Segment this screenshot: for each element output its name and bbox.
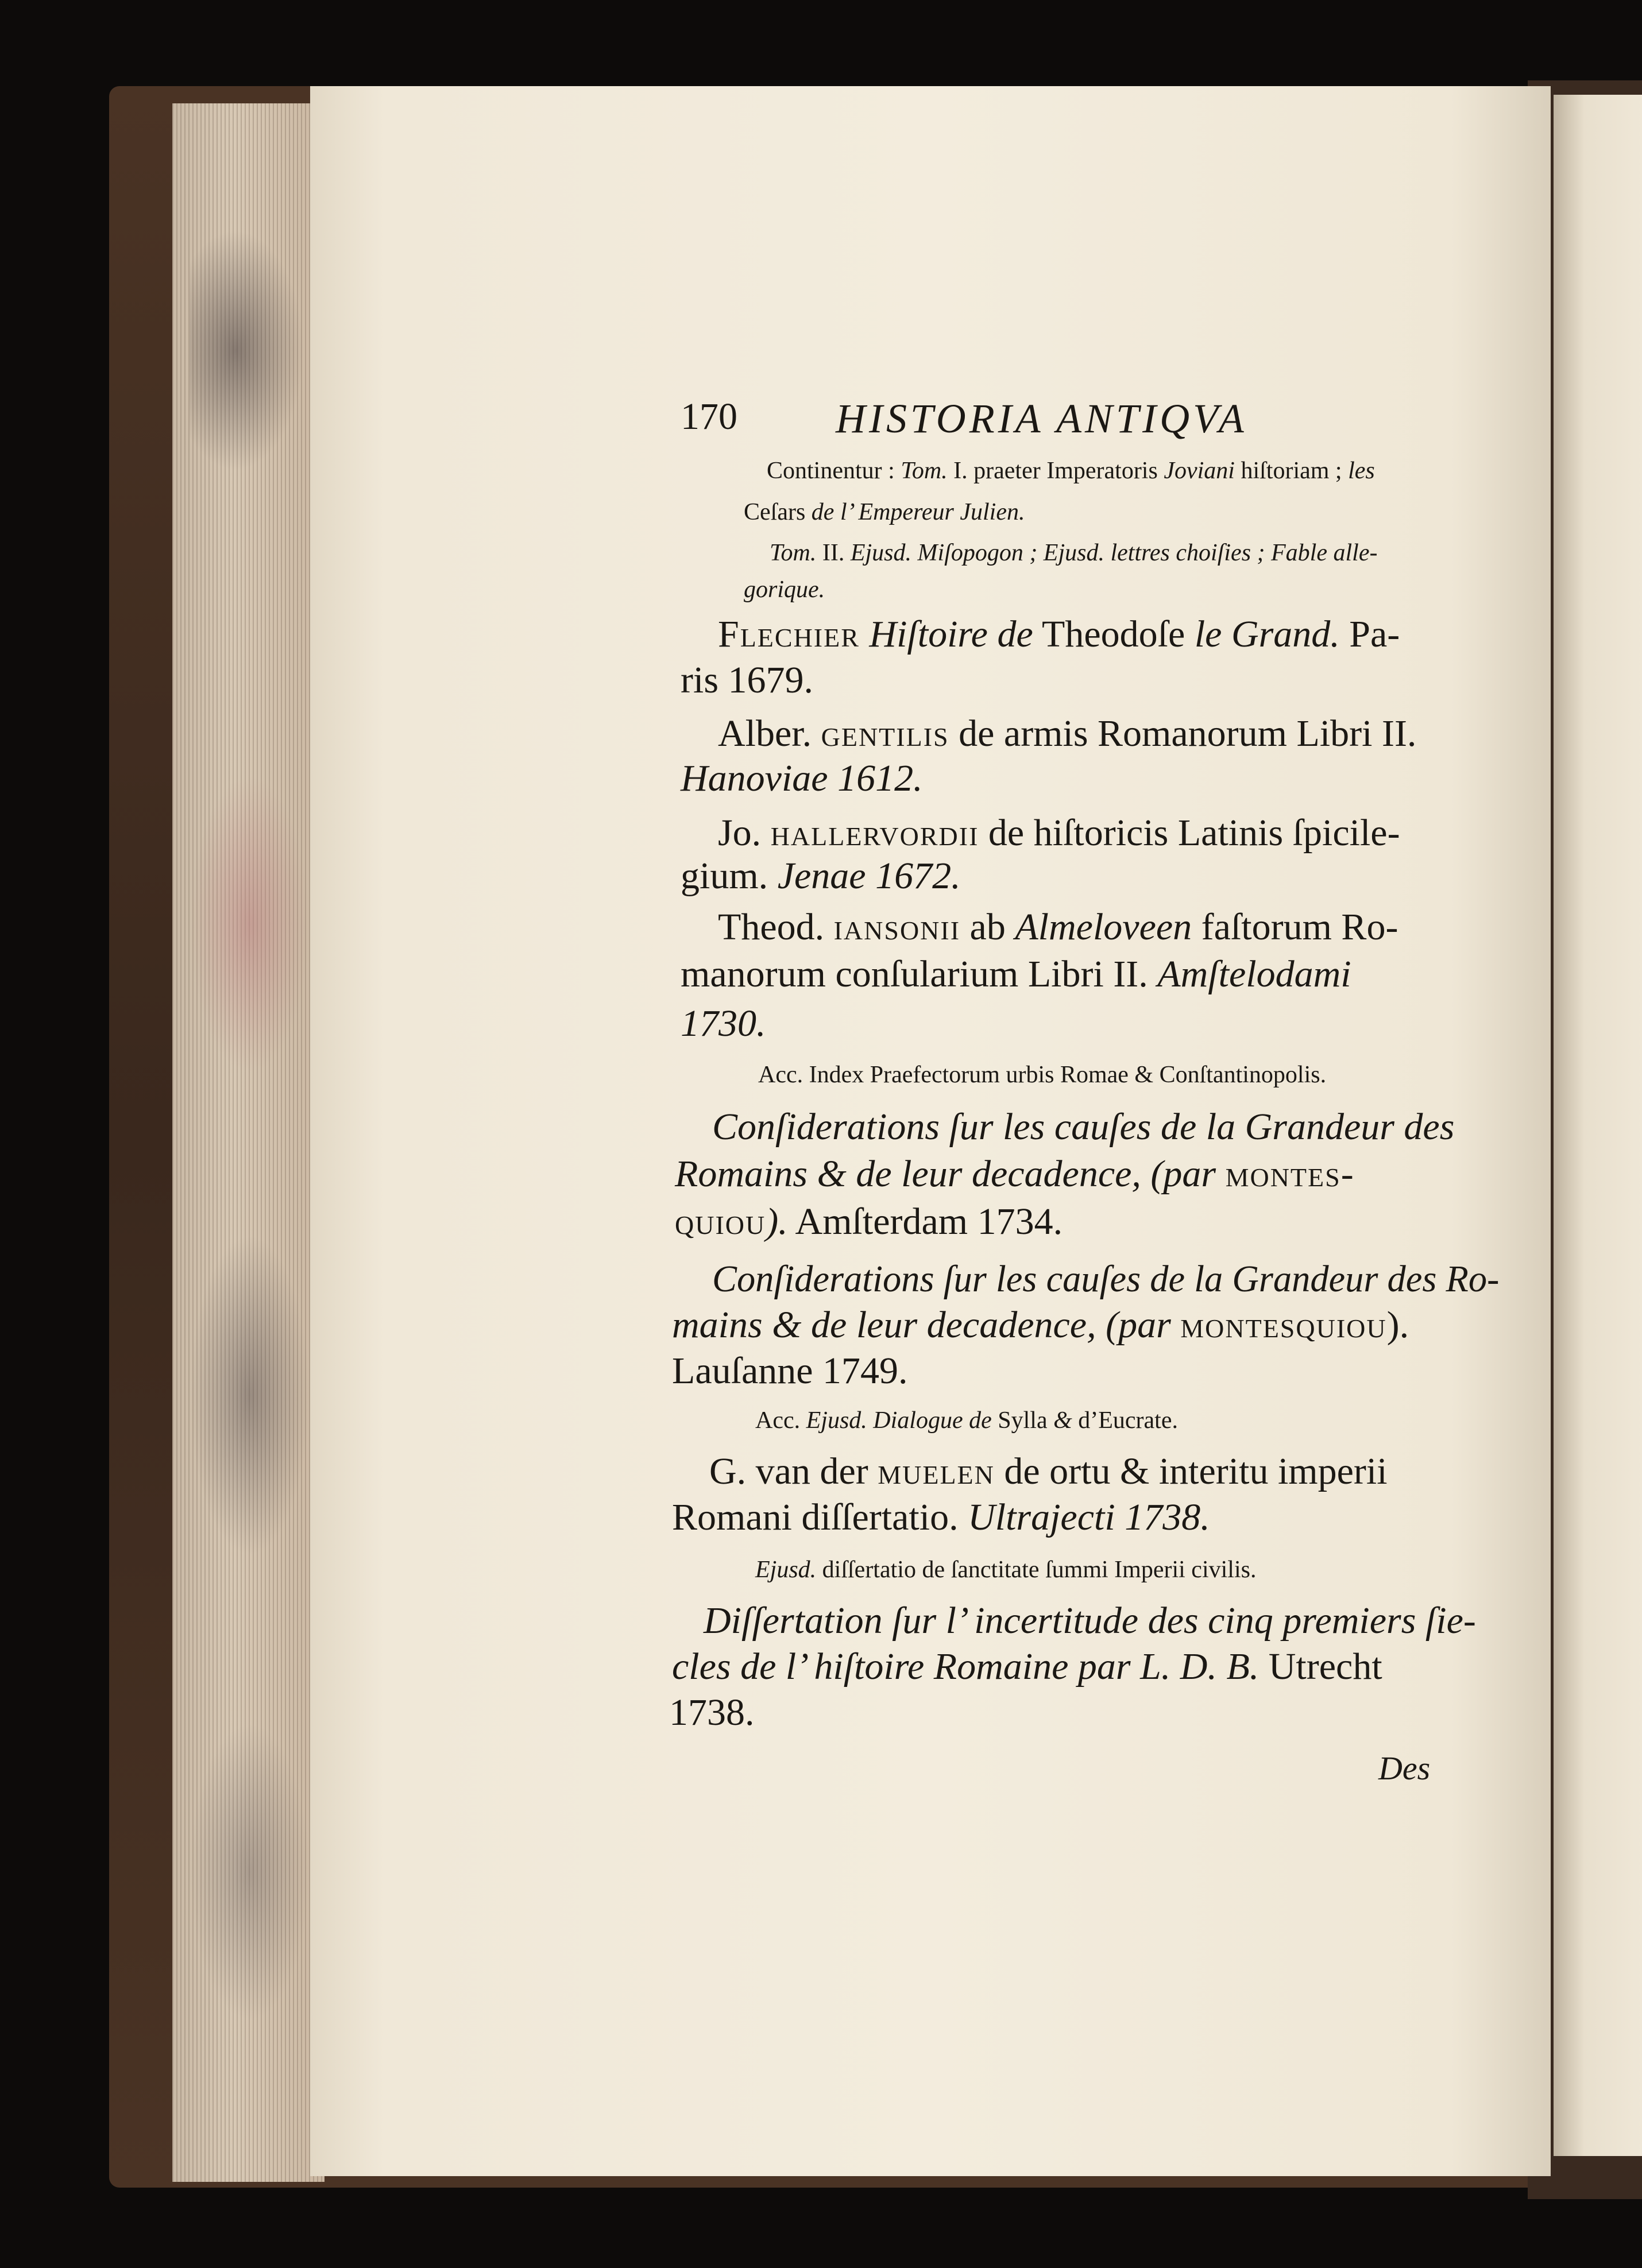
text-run: Romani diſſertatio. bbox=[672, 1496, 968, 1538]
text-run: Almeloveen bbox=[1015, 906, 1192, 948]
entry-6-line-2 bbox=[681, 955, 1351, 993]
running-head: HISTORIA ANTIQVA bbox=[836, 396, 1247, 442]
text-run: G. van der bbox=[709, 1450, 878, 1492]
text-run: Joviani bbox=[1164, 458, 1235, 484]
text-run: Jenae 1672. bbox=[777, 855, 961, 897]
text-run: ). bbox=[1386, 1304, 1409, 1346]
text-run: de hiſtoricis Latinis ſpicile- bbox=[979, 812, 1400, 854]
text-run: 1738. bbox=[669, 1692, 755, 1733]
text-run: Pa- bbox=[1339, 613, 1400, 655]
marbled-edge-stain bbox=[190, 230, 304, 471]
text-run: diſſertatio de ſanctitate ſummi Imperii civilis. bbox=[816, 1557, 1257, 1583]
text-run: Conſiderations ſur les cauſes de la Grandeur des bbox=[712, 1106, 1455, 1148]
text-run: Tom. bbox=[901, 458, 948, 484]
entry-12-line-1 bbox=[755, 1557, 1256, 1582]
text-run: Hanoviae 1612. bbox=[681, 757, 923, 799]
text-run: hiſtoriam ; bbox=[1234, 458, 1349, 484]
entry-1-line-2 bbox=[744, 500, 1025, 525]
entry-11-line-2 bbox=[672, 1496, 1210, 1538]
entry-13-line-3 bbox=[669, 1694, 755, 1732]
text-run: Utrecht bbox=[1259, 1646, 1382, 1688]
text-run: gium. bbox=[681, 855, 778, 897]
text-run: Flechier bbox=[718, 613, 860, 655]
text-run: hallervordii bbox=[770, 812, 979, 854]
text-run: Acc. Index Praefectorum urbis Romae & Conſtantinopolis. bbox=[758, 1062, 1327, 1088]
text-run: Theod. bbox=[718, 906, 834, 948]
text-run: Lauſanne 1749. bbox=[672, 1350, 908, 1392]
text-run: Tom. bbox=[770, 540, 817, 566]
marbled-edge-stain bbox=[190, 1723, 310, 2021]
entry-4-line-2 bbox=[681, 757, 923, 799]
text-run: Ceſars bbox=[744, 499, 812, 525]
text-run: 1730. bbox=[681, 1003, 766, 1044]
entry-1-line-1 bbox=[767, 458, 1375, 483]
text-run: mains & de leur decadence, (par bbox=[672, 1304, 1171, 1346]
entry-6-line-3 bbox=[681, 1005, 766, 1043]
text-run: montesquiou bbox=[1180, 1304, 1387, 1346]
text-run: & bbox=[1053, 1407, 1072, 1434]
text-run bbox=[1171, 1304, 1181, 1346]
entry-5-line-2 bbox=[681, 857, 961, 895]
entry-2-line-2 bbox=[744, 577, 825, 602]
text-run: les bbox=[1348, 458, 1375, 484]
entry-9-line-3 bbox=[672, 1352, 908, 1390]
entry-5-line-1 bbox=[718, 814, 1400, 852]
text-run: de l’ Empereur Julien. bbox=[811, 499, 1025, 525]
text-run: Ejusd. Dialogue de bbox=[806, 1407, 992, 1434]
text-run: d’Eucrate. bbox=[1072, 1407, 1178, 1434]
entry-3-line-1 bbox=[718, 613, 1400, 655]
text-run: faſtorum Ro- bbox=[1192, 906, 1398, 948]
entry-8-line-2 bbox=[675, 1155, 1355, 1193]
entry-8-line-1 bbox=[712, 1108, 1454, 1146]
entry-7-line-1 bbox=[758, 1062, 1326, 1087]
page-number: 170 bbox=[681, 396, 737, 438]
text-run: Ejusd. bbox=[755, 1557, 817, 1583]
text-run bbox=[1216, 1153, 1226, 1195]
entry-9-line-1 bbox=[712, 1260, 1500, 1298]
text-run: ab bbox=[960, 906, 1015, 948]
text-run: Romains & de leur decadence, (par bbox=[675, 1153, 1216, 1195]
text-run: II. bbox=[816, 540, 851, 566]
text-run: Conſiderations ſur les cauſes de la Grandeur des Ro- bbox=[712, 1258, 1500, 1300]
marbled-edge-stain bbox=[190, 775, 310, 1074]
facing-page-edge bbox=[1554, 95, 1642, 2156]
text-run: Sylla bbox=[991, 1407, 1054, 1434]
text-run: I. praeter Imperatoris bbox=[947, 458, 1164, 484]
text-run: manorum conſularium Libri II. bbox=[681, 953, 1158, 995]
text-run: Amſterdam 1734. bbox=[787, 1201, 1063, 1243]
marbled-edge-stain bbox=[190, 1234, 310, 1556]
text-run: montes- bbox=[1225, 1153, 1355, 1195]
text-run: Diſſertation ſur l’ incertitude des cinq premiers ſie- bbox=[704, 1600, 1476, 1642]
text-run: gorique. bbox=[744, 576, 825, 603]
text-run bbox=[860, 613, 870, 655]
entry-8-line-3 bbox=[675, 1203, 1063, 1241]
text-run: Theodoſe bbox=[1033, 613, 1195, 655]
text-run: quiou bbox=[675, 1201, 766, 1243]
text-run: Hiſtoire de bbox=[869, 613, 1033, 655]
text-run: ). bbox=[766, 1201, 788, 1243]
text-run: muelen bbox=[878, 1450, 995, 1492]
entry-13-line-2 bbox=[672, 1648, 1382, 1686]
text-run: Continentur : bbox=[767, 458, 901, 484]
entry-2-line-1 bbox=[770, 540, 1377, 566]
entry-4-line-1 bbox=[718, 715, 1416, 753]
entry-11-line-1 bbox=[709, 1450, 1388, 1492]
entry-9-line-2 bbox=[672, 1306, 1409, 1344]
text-run: Alber. bbox=[718, 713, 821, 754]
text-run: gentilis bbox=[821, 713, 949, 754]
text-run: Jo. bbox=[718, 812, 771, 854]
entry-10-line-1 bbox=[755, 1408, 1178, 1433]
text-run: Ultrajecti 1738. bbox=[968, 1496, 1210, 1538]
text-run: de ortu & interitu imperii bbox=[994, 1450, 1388, 1492]
text-run: Amſtelodami bbox=[1157, 953, 1351, 995]
entry-13-line-1 bbox=[704, 1602, 1476, 1640]
catchword: Des bbox=[1378, 1750, 1431, 1787]
text-run: cles de l’ hiſtoire Romaine par L. D. B. bbox=[672, 1646, 1259, 1688]
text-run: Ejusd. Miſopogon ; Ejusd. lettres choiſies ; Fable alle- bbox=[850, 540, 1378, 566]
text-run: le Grand. bbox=[1194, 613, 1340, 655]
text-run: iansonii bbox=[833, 906, 961, 948]
entry-3-line-2 bbox=[681, 661, 813, 699]
entry-6-line-1 bbox=[718, 908, 1398, 946]
text-run: Acc. bbox=[755, 1407, 806, 1434]
text-run: ris 1679. bbox=[681, 659, 813, 701]
text-run: de armis Romanorum Libri II. bbox=[949, 713, 1417, 754]
